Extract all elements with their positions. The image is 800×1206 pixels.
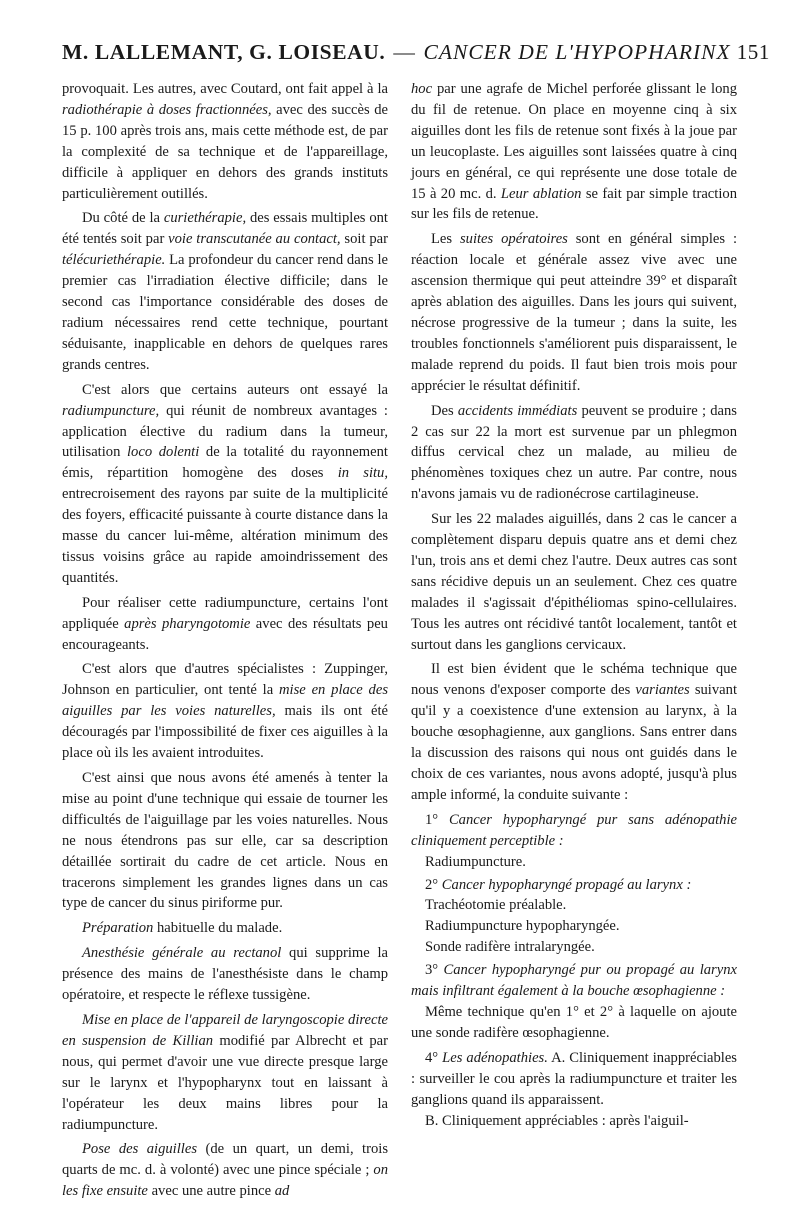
right-column — [411, 79, 737, 1131]
case-heading: 1° Cancer hypopharyngé pur sans adénopathie cliniquement perceptible : — [411, 811, 737, 849]
paragraph: hoc par une agrafe de Michel perforée glissant le long du fil de retenue. On place en moyenne cinq à six aiguilles dont les fils de retenue sont fixés à la joue par un leucoplaste. Les aiguilles sont laissées quatre à cinq jours en général, ce qui représente une dose totale de 15 à 20 mc. d. Leur ablation se fait par simple traction sur les fils de retenue. — [411, 81, 737, 223]
paragraph: Il est bien évident que le schéma technique que nous venons d'exposer comporte des variantes suivant qu'il y a coexistence d'une extension au larynx, à la bouche œsophagienne, aux ganglions. Sans entrer dans la discussion des raisons qui nous ont guidés dans le choix de ces variantes, nous avons adopté, jusqu'à plus ample informé, la conduite suivante : — [411, 661, 737, 803]
case-line: Radiumpuncture. — [425, 853, 526, 870]
paragraph: Pose des aiguilles (de un quart, un demi, trois quarts de mc. d. à volonté) avec une pince spéciale ; on les fixe ensuite avec une autre pince ad — [62, 1141, 388, 1200]
paragraph: Mise en place de l'appareil de laryngoscopie directe en suspension de Killian modifié par Albrecht et par nous, qui permet d'avoir une vue directe presque large sur le larynx et l'hypopharynx tout en laissant à l'opérateur les deux mains libres pour la radiumpuncture. — [62, 1011, 388, 1133]
paragraph: C'est alors que certains auteurs ont essayé la radiumpuncture, qui réunit de nombreux avantages : application élective du radium dans la tumeur, utilisation loco dolenti de la totalité du rayonnement émis, répartition homogène des doses in situ, entrecroisement des rayons par suite de la multiplicité des foyers, efficacité puissante à courte distance dans la masse du cancer lui-même, altération minimum des tissus voisins grâce au rapide amoindrissement des quantités. — [62, 381, 388, 586]
case-line: Sonde radifère intralaryngée. — [425, 939, 595, 956]
case-heading: 2° Cancer hypopharyngé propagé au larynx : — [425, 876, 692, 893]
paragraph: Pour réaliser cette radiumpuncture, certains l'ont appliquée après pharyngotomie avec des résultats peu encourageants. — [62, 594, 388, 653]
paragraph: Sur les 22 malades aiguillés, dans 2 cas le cancer a complètement disparu depuis quatre ans et demi chez l'un, trois ans et demi chez l'autre. Deux autres cas sont sans récidive depuis un an seulement. Chez ces quatre malades il s'agissait d'épithéliomas spino-cellulaires. Tous les autres ont récidivé tantôt localement, tantôt et surtout dans les ganglions cervicaux. — [411, 511, 737, 653]
paragraph: provoquait. Les autres, avec Coutard, ont fait appel à la radiothérapie à doses fractionnées, avec des succès de 15 p. 100 après trois ans, mais cette méthode est, de par la complexité de sa technique et de l'appareillage, difficile à appliquer en dehors des grands instituts particulièrement outillés. — [62, 81, 388, 202]
case-line: Trachéotomie préalable. — [425, 897, 567, 914]
paragraph: Du côté de la curiethérapie, des essais multiples ont été tentés soit par voie transcutanée au contact, soit par télécuriethérapie. La profondeur du cancer rend dans le premier cas l'irradiation élective difficile; dans le second cas l'importance considérable des doses de radium nécessaires rend cette technique, pourtant séduisante, inapplicable en dehors de quelques rares grands centres. — [62, 210, 388, 373]
case-heading: 3° Cancer hypopharyngé pur ou propagé au larynx mais infiltrant également à la bouche œsophagienne : — [411, 962, 737, 1000]
left-column — [62, 79, 388, 1206]
paragraph: Des accidents immédiats peuvent se produire ; dans 2 cas sur 22 la mort est survenue par un phlegmon diffus cervical chez un malade, au milieu de phénomènes toxiques chez un autre. Par contre, nous n'avons jamais vu de radionécrose cartilagineuse. — [411, 402, 737, 503]
header-title: CANCER DE L'HYPOPHARINX — [423, 40, 731, 64]
header-left — [62, 40, 731, 65]
paragraph: Les suites opératoires sont en général simples : réaction locale et générale assez vive avec une ascension thermique qui peut atteindre 39° et disparaît après ablation des aiguilles. Dans les jours qui suivent, nécrose progressive de la tumeur ; dans la suite, les troubles fonctionnels s'améliorent puis disparaissent, le malade reprend du poids. Il faut bien trois mois pour apprécier le résultat définitif. — [411, 231, 737, 394]
running-header — [62, 40, 770, 76]
paragraph: C'est alors que d'autres spécialistes : Zuppinger, Johnson en particulier, ont tenté la mise en place des aiguilles par les voies naturelles, mais ils ont été découragés par l'impossibilité de fixer ces aiguilles à la place où ils les avaient introduites. — [62, 661, 389, 762]
case-line: B. Cliniquement appréciables : après l'aiguil- — [425, 1112, 689, 1129]
page-number: 151 — [736, 40, 770, 64]
header-authors: M. LALLEMANT, G. LOISEAU. — [62, 40, 386, 64]
case-line: Même technique qu'en 1° et 2° à laquelle on ajoute une sonde radifère œsophagienne. — [411, 1003, 737, 1041]
paragraph: Anesthésie générale au rectanol qui supprime la présence des mains de l'anesthésiste dans le champ opératoire, et respecte le réflexe tussigène. — [62, 945, 388, 1004]
header-dash: — — [393, 40, 416, 64]
case-heading: 4° Les adénopathies. A. Cliniquement inappréciables : surveiller le cou après la radiumpuncture et traiter les ganglions quand ils apparaissent. — [411, 1049, 737, 1108]
case-line: Radiumpuncture hypopharyngée. — [425, 918, 620, 935]
paragraph: Préparation habituelle du malade. — [82, 920, 283, 937]
paragraph: C'est ainsi que nous avons été amenés à tenter la mise au point d'une technique qui essaie de tourner les difficultés de l'aiguillage par les voies naturelles. Nous ne nous étendrons pas sur elle, car sa description détaillée sortirait du cadre de cet article. Nous en tracerons simplement les grandes lignes dans un cas type de cancer du sinus piriforme pur. — [62, 770, 388, 912]
